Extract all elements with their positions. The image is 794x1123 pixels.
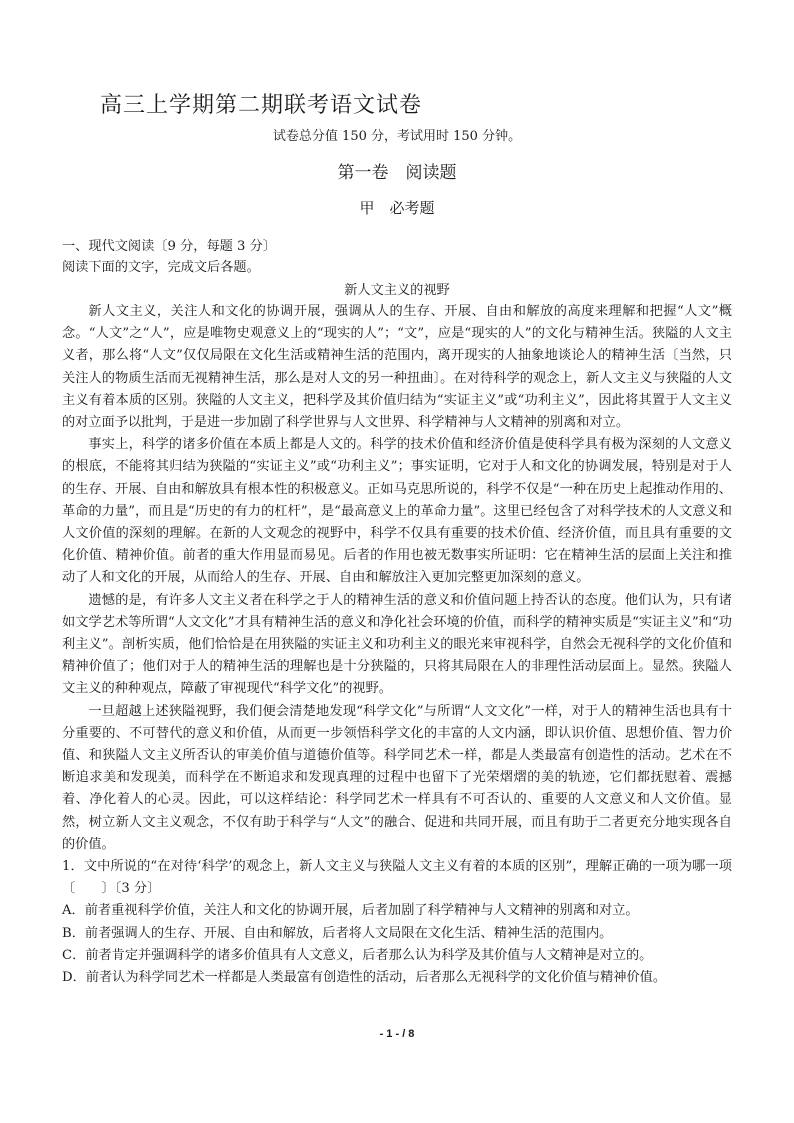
article-paragraph: 事实上，科学的诸多价值在本质上都是人文的。科学的技术价值和经济价值是使科学具有极为深刻的人文意义的根底，不能将其归结为狭隘的“实证主义”或“功利主义”；事实证明，它对于人和文化的协调发展，特别是对于人的生存、开展、自由和解放具有根本性的积极意义。正如马克思所说的，科学不仅是“一种在历史上起推动作用的、革命的力量”，而且是“历史的有力的杠杆”，是“最高意义上的革命力量”。这里已经包含了对科学技术的人文意义和人文价值的深刻的理解。在新的人文观念的视野中，科学不仅具有重要的技术价值、经济价值，而且具有重要的文化价值、精神价值。前者的重大作用显而易见。后者的作用也被无数事实所证明：它在精神生活的层面上关注和推动了人和文化的开展，从而给人的生存、开展、自由和解放注入更加完整更加深刻的意义。 bbox=[62, 437, 732, 586]
option-a: A．前者重视科学价值，关注人和文化的协调开展，后者加剧了科学精神与人文精神的别离和对立。 bbox=[62, 903, 639, 919]
article-paragraph: 一旦超越上述狭隘视野，我们便会清楚地发现“科学文化”与所谓“人文文化”一样，对于人的精神生活也具有十分重要的、不可替代的意义和价值，从而更一步领悟科学文化的丰富的人文内涵，即认识价值、思想价值、智力价值、和狭隘人文主义所否认的审美价值与道德价值等。科学同艺术一样，都是人类最富有创造性的活动。艺术在不断追求美和发现美，而科学在不断追求和发现真理的过程中也留下了光荣熠熠的美的轨迹，它们都抚慰着、震撼着、净化着人的心灵。因此，可以这样结论：科学同艺术一样具有不可否认的、重要的人文意义和人文价值。显然，树立新人文主义观念，不仅有助于科学与“人文”的融合、促进和共同开展，而且有助于二者更充分地实现各自的价值。 bbox=[62, 703, 732, 852]
reading-instruction: 阅读下面的文字，完成文后各题。 bbox=[62, 260, 260, 275]
article-paragraph: 新人文主义，关注人和文化的协调开展，强调从人的生存、开展、自由和解放的高度来理解和把握“人文”概念。“人文”之“人”，应是唯物史观意义上的“现实的人”；“文”，应是“现实的人”的文化与精神生活。狭隘的人文主义者，那么将“人文”仅仅局限在文化生活或精神生活的范围内，离开现实的人抽象地谈论人的精神生活〔当然，只关注人的物质生活而无视精神生活，那么是对人文的另一种扭曲〕。在对待科学的观念上，新人文主义与狭隘的人文主义有着本质的区别。狭隘的人文主义，把科学及其价值归结为“实证主义”或“功利主义”，因此将其置于人文主义的对立面予以批判，于是进一步加剧了科学世界与人文世界、科学精神与人文精神的别离和对立。 bbox=[62, 304, 732, 431]
volume-heading: 第一卷 阅读题 bbox=[337, 163, 457, 183]
question-stem: 1．文中所说的“在对待‘科学’的观念上，新人文主义与狭隘人文主义有着的本质的区别”，理解正确的一项为哪一项〔 〕〔3 分〕 bbox=[62, 859, 732, 897]
part-heading: 一、现代文阅读〔9 分，每题 3 分〕 bbox=[62, 239, 276, 254]
exam-subtitle: 试卷总分值 150 分，考试用时 150 分钟。 bbox=[272, 129, 522, 144]
option-b: B．前者强调人的生存、开展、自由和解放，后者将人文局限在文化生活、精神生活的范围内。 bbox=[62, 925, 613, 941]
article-title: 新人文主义的视野 bbox=[344, 283, 450, 298]
option-d: D．前者认为科学同艺术一样都是人类最富有创造性的活动，后者那么无视科学的文化价值与精神价值。 bbox=[62, 970, 667, 986]
exam-title: 高三上学期第二期联考语文试卷 bbox=[100, 93, 423, 118]
article-paragraph: 遗憾的是，有许多人文主义者在科学之于人的精神生活的意义和价值问题上持否认的态度。他们认为，只有诸如文学艺术等所谓“人文文化”才具有精神生活的意义和净化社会环境的价值，而科学的精神实质是“实证主义”和“功利主义”。剖析实质，他们恰恰是在用狭隘的实证主义和功利主义的眼光来审视科学，自然会无视科学的文化价值和精神价值了；他们对于人的精神生活的理解也是十分狭隘的，只将其局限在人的非理性活动层面上。显然。狭隘人文主义的种种观点，障蔽了审视现代“科学文化”的视野。 bbox=[62, 592, 732, 697]
page-number: - 1 - / 8 bbox=[379, 1028, 415, 1040]
section-heading: 甲 必考题 bbox=[359, 199, 435, 217]
option-c: C．前者肯定并强调科学的诸多价值具有人文意义，后者那么认为科学及其价值与人文精神是对立的。 bbox=[62, 947, 653, 963]
